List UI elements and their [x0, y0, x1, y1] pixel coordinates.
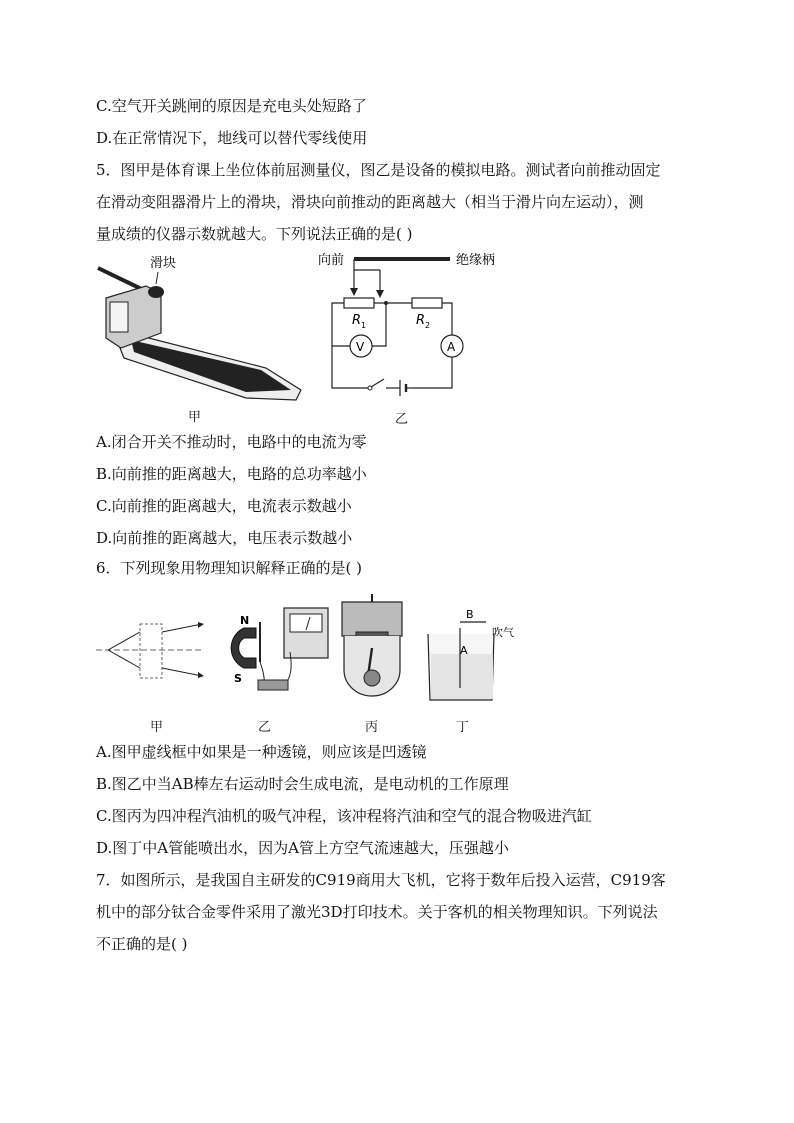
switch-lever [371, 379, 384, 387]
q6-figures [94, 592, 524, 712]
q5-stem-line-2: 在滑动变阻器滑片上的滑块，滑块向前推动的距离越大（相当于滑片向左运动），测 [96, 193, 644, 211]
switch-base [258, 680, 288, 690]
cylinder-head [342, 602, 402, 636]
q6-caption-ding: 丁 [456, 720, 470, 735]
q6-figure-jia [96, 622, 204, 678]
q5-stem-line-1: 5．图甲是体育课上坐位体前屈测量仪，图乙是设备的模拟电路。测试者向前推动固定 [96, 161, 661, 179]
r1-subscript: 1 [361, 321, 367, 330]
q6-figure-yi [231, 608, 328, 690]
r2-label: R [416, 313, 426, 328]
slider-knob [148, 286, 164, 298]
crankshaft [364, 670, 380, 686]
wire-voltmeter [372, 303, 386, 346]
q5-figure-jia [96, 248, 306, 418]
q7-stem-line-1: 7．如图所示，是我国自主研发的C919商用大飞机，它将于数年后投入运营，C919客 [96, 871, 666, 889]
water [431, 654, 493, 699]
q6-caption-bing: 丙 [365, 720, 379, 735]
ammeter-label: A [447, 340, 456, 354]
device-panel [110, 302, 128, 332]
r1-label: R [352, 313, 362, 328]
q6-figure-ding [428, 608, 514, 700]
q4-option-c: C.空气开关跳闸的原因是充电头处短路了 [96, 97, 367, 115]
ray-arrow-top [198, 622, 204, 628]
horseshoe-magnet [231, 628, 256, 668]
q6-stem: 6．下列现象用物理知识解释正确的是( ) [96, 559, 363, 577]
lens-box [140, 624, 162, 678]
q5-option-b: B.向前推的距离越大，电路的总功率越小 [96, 465, 367, 483]
blow-label: 吹气 [492, 626, 514, 639]
q5-figure-yi [316, 248, 516, 423]
insulating-handle [354, 257, 450, 261]
magnet-s-label: S [234, 672, 242, 685]
ray-arrow-bottom [198, 672, 204, 678]
q5-option-d: D.向前推的距离越大，电压表示数越小 [96, 529, 353, 547]
tube-b-label: B [466, 608, 474, 621]
wire-right [442, 303, 452, 335]
voltmeter-label: V [356, 340, 365, 354]
handle-label: 绝缘柄 [456, 253, 496, 268]
resistor-r1 [344, 298, 374, 308]
q5-option-a: A.闭合开关不推动时，电路中的电流为零 [96, 433, 367, 451]
q6-figure-bing [342, 594, 402, 696]
q5-option-c: C.向前推的距离越大，电流表示数越小 [96, 497, 352, 515]
slider-arrow [350, 288, 358, 296]
q5-caption-yi: 乙 [395, 412, 409, 427]
q6-option-d: D.图丁中A管能喷出水，因为A管上方空气流速越大，压强越小 [96, 839, 509, 857]
q7-stem-line-2: 机中的部分钛合金零件采用了激光3D打印技术。关于客机的相关物理知识。下列说法 [96, 903, 658, 921]
tube-a-label: A [460, 644, 468, 657]
ray-out-top [162, 624, 202, 632]
q6-option-c: C.图丙为四冲程汽油机的吸气冲程，该冲程将汽油和空气的混合物吸进汽缸 [96, 807, 592, 825]
r2-subscript: 2 [425, 321, 431, 330]
q6-caption-jia: 甲 [150, 720, 164, 735]
q6-caption-yi: 乙 [258, 720, 272, 735]
magnet-n-label: N [240, 614, 250, 627]
crankcase [344, 636, 400, 696]
q5-caption-jia: 甲 [188, 410, 202, 425]
label-leader [156, 272, 158, 284]
q7-stem-line-3: 不正确的是( ) [96, 935, 188, 953]
wire-bottom-right [412, 357, 452, 388]
q4-option-d: D.在正常情况下，地线可以替代零线使用 [96, 129, 368, 147]
q6-option-b: B.图乙中当AB棒左右运动时会生成电流，是电动机的工作原理 [96, 775, 509, 793]
q5-stem-line-3: 量成绩的仪器示数就越大。下列说法正确的是( ) [96, 225, 413, 243]
ray-in-bottom [108, 650, 140, 668]
q6-option-a: A.图甲虚线框中如果是一种透镜，则应该是凹透镜 [96, 743, 427, 761]
resistor-r2 [412, 298, 442, 308]
ray-in-top [108, 632, 140, 650]
slider-label: 滑块 [150, 256, 177, 271]
ray-out-bottom [162, 668, 202, 676]
slider-arrow-2 [376, 290, 384, 298]
forward-label: 向前 [318, 253, 345, 268]
